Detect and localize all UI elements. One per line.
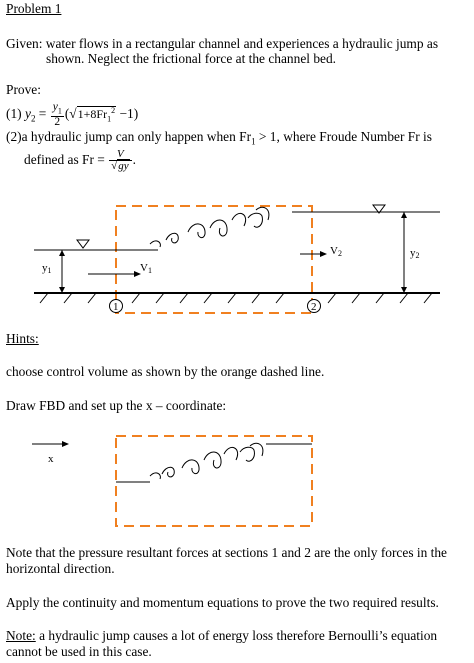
fr-num: V [109, 149, 131, 161]
y2-arrowhead-up-icon [401, 212, 407, 218]
sqrt-symbol: √ [111, 160, 118, 173]
turbulent-jump-swirls [150, 207, 269, 247]
label-y1: y1 [42, 262, 52, 275]
v2-arrowhead-icon [320, 251, 327, 257]
froude-fraction [109, 149, 131, 172]
eq1-number: (1) [6, 106, 22, 121]
eq1-frac-num-sub: 1 [57, 106, 62, 116]
sqrt-symbol: √ [69, 106, 77, 121]
eq1-equals: = [38, 106, 47, 121]
note-1-line-2: horizontal direction. [6, 561, 115, 576]
eq1-root-text: 1+8Fr [77, 107, 108, 121]
eq1-minus-one: −1) [119, 106, 139, 121]
given-line-1: Given: water flows in a rectangular channel and experiences a hydraulic jump as [6, 36, 439, 51]
fbd-control-volume-box [116, 436, 312, 526]
section-2-label: 2 [311, 301, 317, 313]
note-1-line-1: Note that the pressure resultant forces at sections 1 and 2 are the only forces in the [6, 545, 447, 560]
label-v2: V2 [330, 245, 342, 258]
item2-rest: > 1, where Froude Number Fr is [255, 129, 432, 144]
y1-arrowhead-up-icon [59, 250, 65, 256]
prove-label: Prove: [6, 82, 41, 97]
item2-defined: defined as Fr = [24, 152, 105, 167]
eq1-frac-den: 2 [54, 116, 61, 129]
note-2-label: Note: [6, 628, 36, 643]
label-y2: y2 [410, 247, 420, 260]
upstream-surface-marker-icon [77, 240, 89, 248]
label-v1: V1 [140, 262, 152, 275]
fr-den: gy [118, 160, 129, 173]
item2-text: (2)a hydraulic jump can only happen when Fr [6, 129, 252, 144]
hint-1: choose control volume as shown by the orange dashed line. [6, 364, 325, 379]
eq1-root-sub: 1 [107, 114, 112, 124]
fbd-turbulent-swirls [150, 443, 263, 479]
hints-label: Hints: [6, 331, 39, 346]
apply-text: Apply the continuity and momentum equations to prove the two required results. [6, 595, 439, 610]
eq1-fraction [51, 102, 64, 128]
eq1-lhs: y [24, 106, 31, 121]
eq1-root-sup: 2 [111, 106, 116, 115]
bed-hatching [40, 293, 432, 303]
fr-period: . [132, 152, 136, 167]
hint-2: Draw FBD and set up the x – coordinate: [6, 398, 227, 413]
item2-sub: 1 [251, 136, 256, 147]
fbd-diagram [0, 430, 474, 530]
problem-title: Problem 1 [6, 1, 62, 16]
note-2-line-1 [6, 628, 437, 644]
note-2-line-2: cannot be used in this case. [6, 644, 152, 659]
eq1-lhs-sub: 2 [30, 113, 36, 124]
given-line-2: shown. Neglect the frictional force at the channel bed. [46, 51, 337, 66]
hydraulic-jump-diagram [0, 196, 474, 326]
label-x: x [48, 453, 54, 465]
eq1-frac-num: y [52, 100, 58, 113]
equation-1 [6, 98, 138, 132]
note-2-text: a hydraulic jump causes a lot of energy loss therefore Bernoulli’s equation [35, 628, 438, 643]
item-2-line-2 [24, 145, 136, 175]
eq1-open-paren: ( [64, 106, 70, 121]
section-1-label: 1 [113, 301, 119, 313]
x-arrowhead-icon [62, 441, 69, 447]
